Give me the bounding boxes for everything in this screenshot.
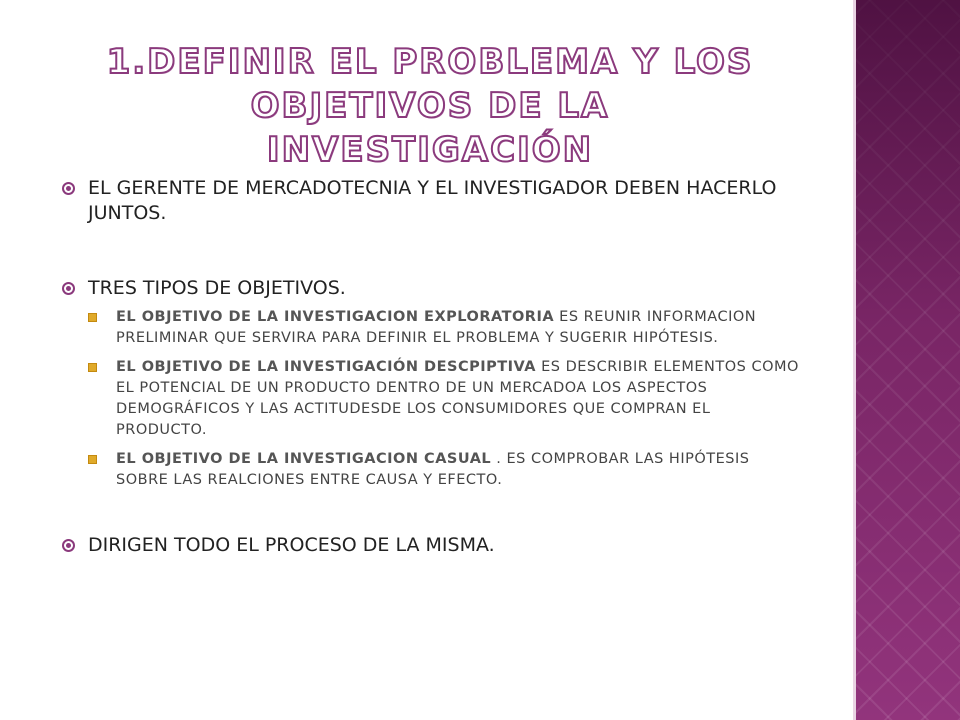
bullet-text: EL GERENTE DE MERCADOTECNIA Y EL INVESTIGADOR DEBEN HACERLO JUNTOS. — [88, 177, 777, 224]
square-bullet-icon — [88, 313, 97, 322]
circle-bullet-icon — [62, 182, 75, 195]
square-bullet-icon — [88, 363, 97, 372]
sub-bullet-item — [88, 307, 802, 349]
circle-bullet-icon — [62, 282, 75, 295]
bullet-item — [62, 176, 802, 226]
bullet-text: TRES TIPOS DE OBJETIVOS. — [88, 277, 346, 299]
sub-bullet-bold-text: EL OBJETIVO DE LA INVESTIGACION EXPLORATORIA — [116, 309, 555, 325]
bullet-text: DIRIGEN TODO EL PROCESO DE LA MISMA. — [88, 534, 495, 556]
sub-bullet-item — [88, 357, 802, 441]
title-line-2: INVESTIGACIÓN — [266, 130, 594, 170]
slide-content — [62, 176, 802, 558]
sub-bullet-text: ES DESCRIBIR ELEMENTOS COMO EL POTENCIAL DE UN PRODUCTO DENTRO DE UN MERCADOA LOS ASPECTOS DEMOGRÁFICOS Y LAS ACTITUDESDE LOS CONSUMIDORES QUE COMPRAN EL PRODUCTO. — [116, 359, 799, 438]
sub-bullet-item — [88, 449, 802, 491]
sub-bullet-text: . ES COMPROBAR LAS HIPÓTESIS SOBRE LAS REALCIONES ENTRE CAUSA Y EFECTO. — [116, 451, 750, 488]
sub-bullet-text: ES REUNIR INFORMACION PRELIMINAR QUE SERVIRA PARA DEFINIR EL PROBLEMA Y SUGERIR HIPÓTESIS. — [116, 309, 757, 346]
bullet-item — [62, 533, 802, 558]
circle-bullet-icon — [62, 539, 75, 552]
sub-bullet-bold-text: EL OBJETIVO DE LA INVESTIGACIÓN DESCPIPTIVA — [116, 359, 536, 375]
decorative-side-pattern — [853, 0, 960, 720]
slide-title — [0, 40, 860, 172]
title-line-1: 1.DEFINIR EL PROBLEMA Y LOS OBJETIVOS DE LA — [106, 42, 754, 126]
square-bullet-icon — [88, 455, 97, 464]
sub-bullet-bold-text: EL OBJETIVO DE LA INVESTIGACION CASUAL — [116, 451, 492, 467]
bullet-item — [62, 276, 802, 301]
